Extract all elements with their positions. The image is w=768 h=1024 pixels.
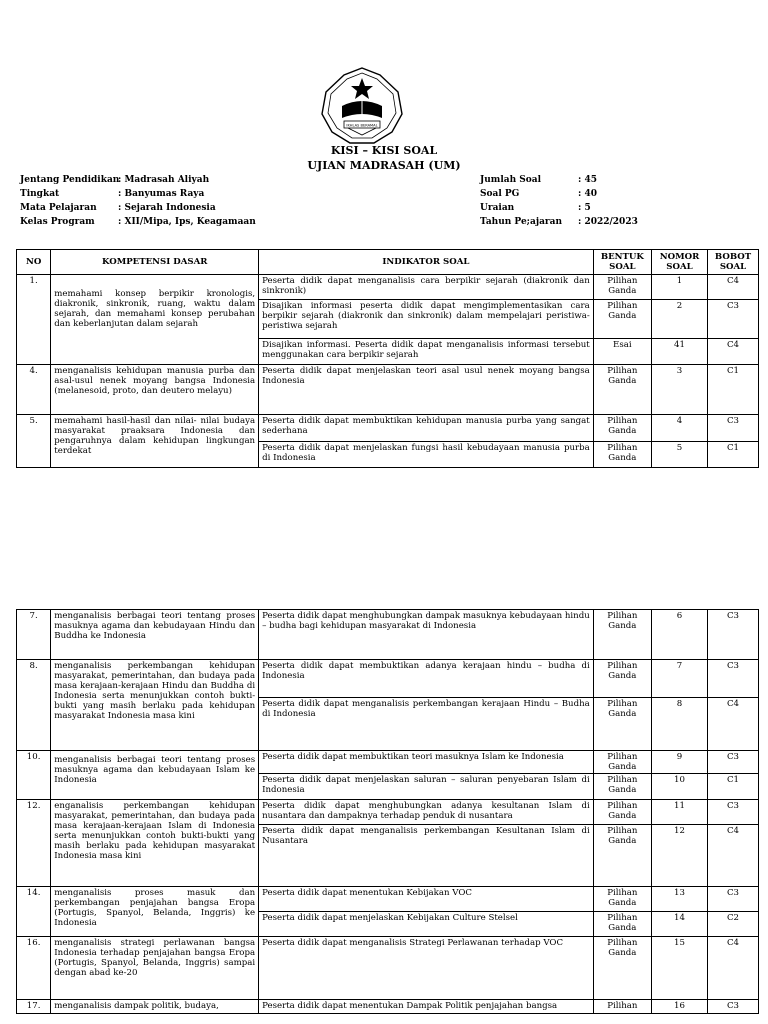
cell-bentuk: Pilihan Ganda — [593, 365, 651, 415]
info-label: Tahun Pe;ajaran — [480, 217, 563, 227]
cell-nomor: 14 — [651, 912, 707, 937]
cell-nomor: 3 — [651, 365, 707, 415]
cell-indikator: Peserta didik dapat menjelaskan saluran – saluran penyebaran Islam di Indonesia — [259, 774, 594, 800]
cell-kompetensi: menganalisis dampak politik, budaya, — [51, 1000, 259, 1014]
cell-bobot: C3 — [708, 751, 759, 774]
table-row — [17, 275, 759, 300]
cell-no: 8. — [17, 660, 51, 751]
cell-no: 17. — [17, 1000, 51, 1014]
cell-indikator: Peserta didik dapat menganalisis perkembangan Kesultanan Islam di Nusantara — [259, 825, 594, 887]
cell-bobot: C3 — [708, 415, 759, 442]
header-no: NO — [17, 250, 51, 275]
kisi-table-page1 — [16, 249, 759, 468]
header-nomor-soal: NOMOR SOAL — [651, 250, 707, 275]
info-label: Kelas Program — [20, 217, 95, 227]
cell-kompetensi: memahami hasil-hasil dan nilai- nilai budaya masyarakat praaksara Indonesia dan pengaruhnya dalam kehidupan lingkungan terdekat — [51, 415, 259, 468]
info-row — [480, 201, 638, 215]
table-row — [17, 800, 759, 825]
info-right — [480, 173, 638, 229]
cell-bentuk: Pilihan Ganda — [593, 660, 651, 698]
info-label: Soal PG — [480, 189, 520, 199]
cell-no: 12. — [17, 800, 51, 887]
kisi-table-page2 — [16, 609, 759, 1014]
cell-nomor: 7 — [651, 660, 707, 698]
info-row — [20, 215, 256, 229]
info-left — [20, 173, 256, 229]
table-row — [17, 751, 759, 774]
cell-nomor: 4 — [651, 415, 707, 442]
info-value: : XII/Mipa, Ips, Keagamaan — [118, 217, 256, 227]
cell-kompetensi: enganalisis perkembangan kehidupan masyarakat, pemerintahan, dan budaya pada masa kerajaan-kerajaan Islam di Indonesia serta menunjukkan contoh bukti-bukti yang masih berlaku pada kehidupan masyarakat Indonesia masa kini — [51, 800, 259, 887]
cell-indikator: Peserta didik dapat menganalisis perkembangan kerajaan Hindu – Budha di Indonesia — [259, 698, 594, 751]
info-row — [480, 215, 638, 229]
table-row — [17, 610, 759, 660]
cell-no: 14. — [17, 887, 51, 937]
cell-bentuk: Esai — [593, 339, 651, 365]
cell-bobot: C4 — [708, 698, 759, 751]
cell-indikator: Peserta didik dapat menghubungkan adanya kesultanan Islam di nusantara dan dampaknya terhadap penduk di nusantara — [259, 800, 594, 825]
info-value: : Sejarah Indonesia — [118, 203, 216, 213]
cell-bobot: C3 — [708, 800, 759, 825]
cell-bobot: C4 — [708, 825, 759, 887]
cell-bobot: C2 — [708, 912, 759, 937]
cell-bentuk: Pilihan Ganda — [593, 275, 651, 300]
cell-kompetensi: menganalisis perkembangan kehidupan masyarakat, pemerintahan, dan budaya pada masa kerajaan-kerajaan Hindu dan Buddha di Indonesia serta menunjukkan contoh bukti-bukti yang masih berlaku pada kehidupan masyarakat Indonesia masa kini — [51, 660, 259, 751]
info-value: : Madrasah Aliyah — [118, 175, 210, 185]
cell-bobot: C1 — [708, 365, 759, 415]
cell-nomor: 11 — [651, 800, 707, 825]
cell-no: 16. — [17, 937, 51, 1000]
table-row — [17, 415, 759, 442]
cell-bentuk: Pilihan — [593, 1000, 651, 1014]
cell-indikator: Peserta didik dapat menjelaskan teori asal usul nenek moyang bangsa Indonesia — [259, 365, 594, 415]
header-bobot-soal: BOBOT SOAL — [708, 250, 759, 275]
cell-nomor: 5 — [651, 442, 707, 468]
cell-bobot: C4 — [708, 937, 759, 1000]
cell-indikator: Peserta didik dapat menentukan Kebijakan VOC — [259, 887, 594, 912]
cell-indikator: Peserta didik dapat membuktikan adanya kerajaan hindu – budha di Indonesia — [259, 660, 594, 698]
info-label: Uraian — [480, 203, 515, 213]
cell-bentuk: Pilihan Ganda — [593, 751, 651, 774]
cell-no: 10. — [17, 751, 51, 800]
cell-indikator: Disajikan informasi peserta didik dapat mengimplementasikan cara berpikir sejarah (diakronik dan sinkronik) dalam mempelajari peristiwa-peristiwa sejarah — [259, 300, 594, 339]
cell-no: 1. — [17, 275, 51, 365]
cell-bobot: C3 — [708, 660, 759, 698]
cell-indikator: Peserta didik dapat menganalisis Strategi Perlawanan terhadap VOC — [259, 937, 594, 1000]
info-label: Mata Pelajaran — [20, 203, 97, 213]
cell-indikator: Peserta didik dapat menjelaskan fungsi hasil kebudayaan manusia purba di Indonesia — [259, 442, 594, 468]
kemenag-emblem-icon — [318, 66, 406, 146]
cell-nomor: 16 — [651, 1000, 707, 1014]
info-label: Jumlah Soal — [480, 175, 542, 185]
cell-bentuk: Pilihan Ganda — [593, 698, 651, 751]
table-row — [17, 660, 759, 698]
cell-no: 4. — [17, 365, 51, 415]
cell-nomor: 41 — [651, 339, 707, 365]
header-bentuk-soal: BENTUK SOAL — [593, 250, 651, 275]
cell-bobot: C3 — [708, 1000, 759, 1014]
cell-kompetensi: menganalisis berbagai teori tentang proses masuknya agama dan kebudayaan Islam ke Indonesia — [51, 751, 259, 800]
info-row — [20, 187, 256, 201]
cell-bobot: C4 — [708, 339, 759, 365]
cell-no: 7. — [17, 610, 51, 660]
cell-nomor: 10 — [651, 774, 707, 800]
info-label: Tingkat — [20, 189, 60, 199]
cell-nomor: 6 — [651, 610, 707, 660]
info-row — [480, 173, 638, 187]
info-value: : Banyumas Raya — [118, 189, 205, 199]
cell-bobot: C1 — [708, 442, 759, 468]
cell-kompetensi: menganalisis berbagai teori tentang proses masuknya agama dan kebudayaan Hindu dan Buddha ke Indonesia — [51, 610, 259, 660]
cell-kompetensi: menganalisis strategi perlawanan bangsa Indonesia terhadap penjajahan bangsa Eropa (Portugis, Spanyol, Belanda, Inggris) sampai dengan abad ke-20 — [51, 937, 259, 1000]
info-value: : 40 — [578, 189, 597, 199]
cell-bobot: C4 — [708, 275, 759, 300]
logo-ribbon-text: IKHLAS BERAMAL — [346, 123, 378, 128]
cell-nomor: 2 — [651, 300, 707, 339]
document-title: KISI – KISI SOAL — [330, 144, 438, 157]
cell-bobot: C3 — [708, 300, 759, 339]
table-row — [17, 365, 759, 415]
cell-bentuk: Pilihan Ganda — [593, 442, 651, 468]
cell-nomor: 12 — [651, 825, 707, 887]
cell-bentuk: Pilihan Ganda — [593, 800, 651, 825]
cell-bentuk: Pilihan Ganda — [593, 937, 651, 1000]
cell-indikator: Peserta didik dapat menganalisis cara berpikir sejarah (diakronik dan sinkronik) — [259, 275, 594, 300]
cell-kompetensi: memahami konsep berpikir kronologis, diakronik, sinkronik, ruang, waktu dalam sejarah, dan memahami konsep perubahan dan keberlanjutan dalam sejarah — [51, 275, 259, 365]
cell-bentuk: Pilihan Ganda — [593, 887, 651, 912]
cell-no: 5. — [17, 415, 51, 468]
cell-bentuk: Pilihan Ganda — [593, 825, 651, 887]
info-label: Jentang Pendidikan — [20, 175, 120, 185]
cell-bobot: C3 — [708, 887, 759, 912]
cell-nomor: 15 — [651, 937, 707, 1000]
cell-indikator: Disajikan informasi. Peserta didik dapat menganalisis informasi tersebut menggunakan cara berpikir sejarah — [259, 339, 594, 365]
cell-bentuk: Pilihan Ganda — [593, 774, 651, 800]
cell-nomor: 1 — [651, 275, 707, 300]
info-row — [20, 173, 256, 187]
table-row — [17, 937, 759, 1000]
header-kompetensi-dasar: KOMPETENSI DASAR — [51, 250, 259, 275]
document-subtitle: UJIAN MADRASAH (UM) — [307, 159, 461, 172]
cell-bobot: C1 — [708, 774, 759, 800]
cell-indikator: Peserta didik dapat menentukan Dampak Politik penjajahan bangsa — [259, 1000, 594, 1014]
cell-bentuk: Pilihan Ganda — [593, 300, 651, 339]
cell-nomor: 13 — [651, 887, 707, 912]
table-row — [17, 1000, 759, 1014]
info-value: : 2022/2023 — [578, 217, 638, 227]
table-row — [17, 887, 759, 912]
cell-kompetensi: menganalisis proses masuk dan perkembangan penjajahan bangsa Eropa (Portugis, Spanyol, Belanda, Inggris) ke Indonesia — [51, 887, 259, 937]
cell-bobot: C3 — [708, 610, 759, 660]
cell-indikator: Peserta didik dapat membuktikan kehidupan manusia purba yang sangat sederhana — [259, 415, 594, 442]
info-value: : 5 — [578, 203, 591, 213]
cell-bentuk: Pilihan Ganda — [593, 610, 651, 660]
header-indikator-soal: INDIKATOR SOAL — [259, 250, 594, 275]
cell-bentuk: Pilihan Ganda — [593, 415, 651, 442]
info-row — [480, 187, 638, 201]
cell-indikator: Peserta didik dapat menghubungkan dampak masuknya kebudayaan hindu – budha bagi kehidupan masyarakat di Indonesia — [259, 610, 594, 660]
cell-nomor: 9 — [651, 751, 707, 774]
cell-bentuk: Pilihan Ganda — [593, 912, 651, 937]
info-value: : 45 — [578, 175, 597, 185]
cell-indikator: Peserta didik dapat membuktikan teori masuknya Islam ke Indonesia — [259, 751, 594, 774]
cell-indikator: Peserta didik dapat menjelaskan Kebijakan Culture Stelsel — [259, 912, 594, 937]
cell-kompetensi: menganalisis kehidupan manusia purba dan asal-usul nenek moyang bangsa Indonesia (melanesoid, proto, dan deutero melayu) — [51, 365, 259, 415]
info-row — [20, 201, 256, 215]
cell-nomor: 8 — [651, 698, 707, 751]
